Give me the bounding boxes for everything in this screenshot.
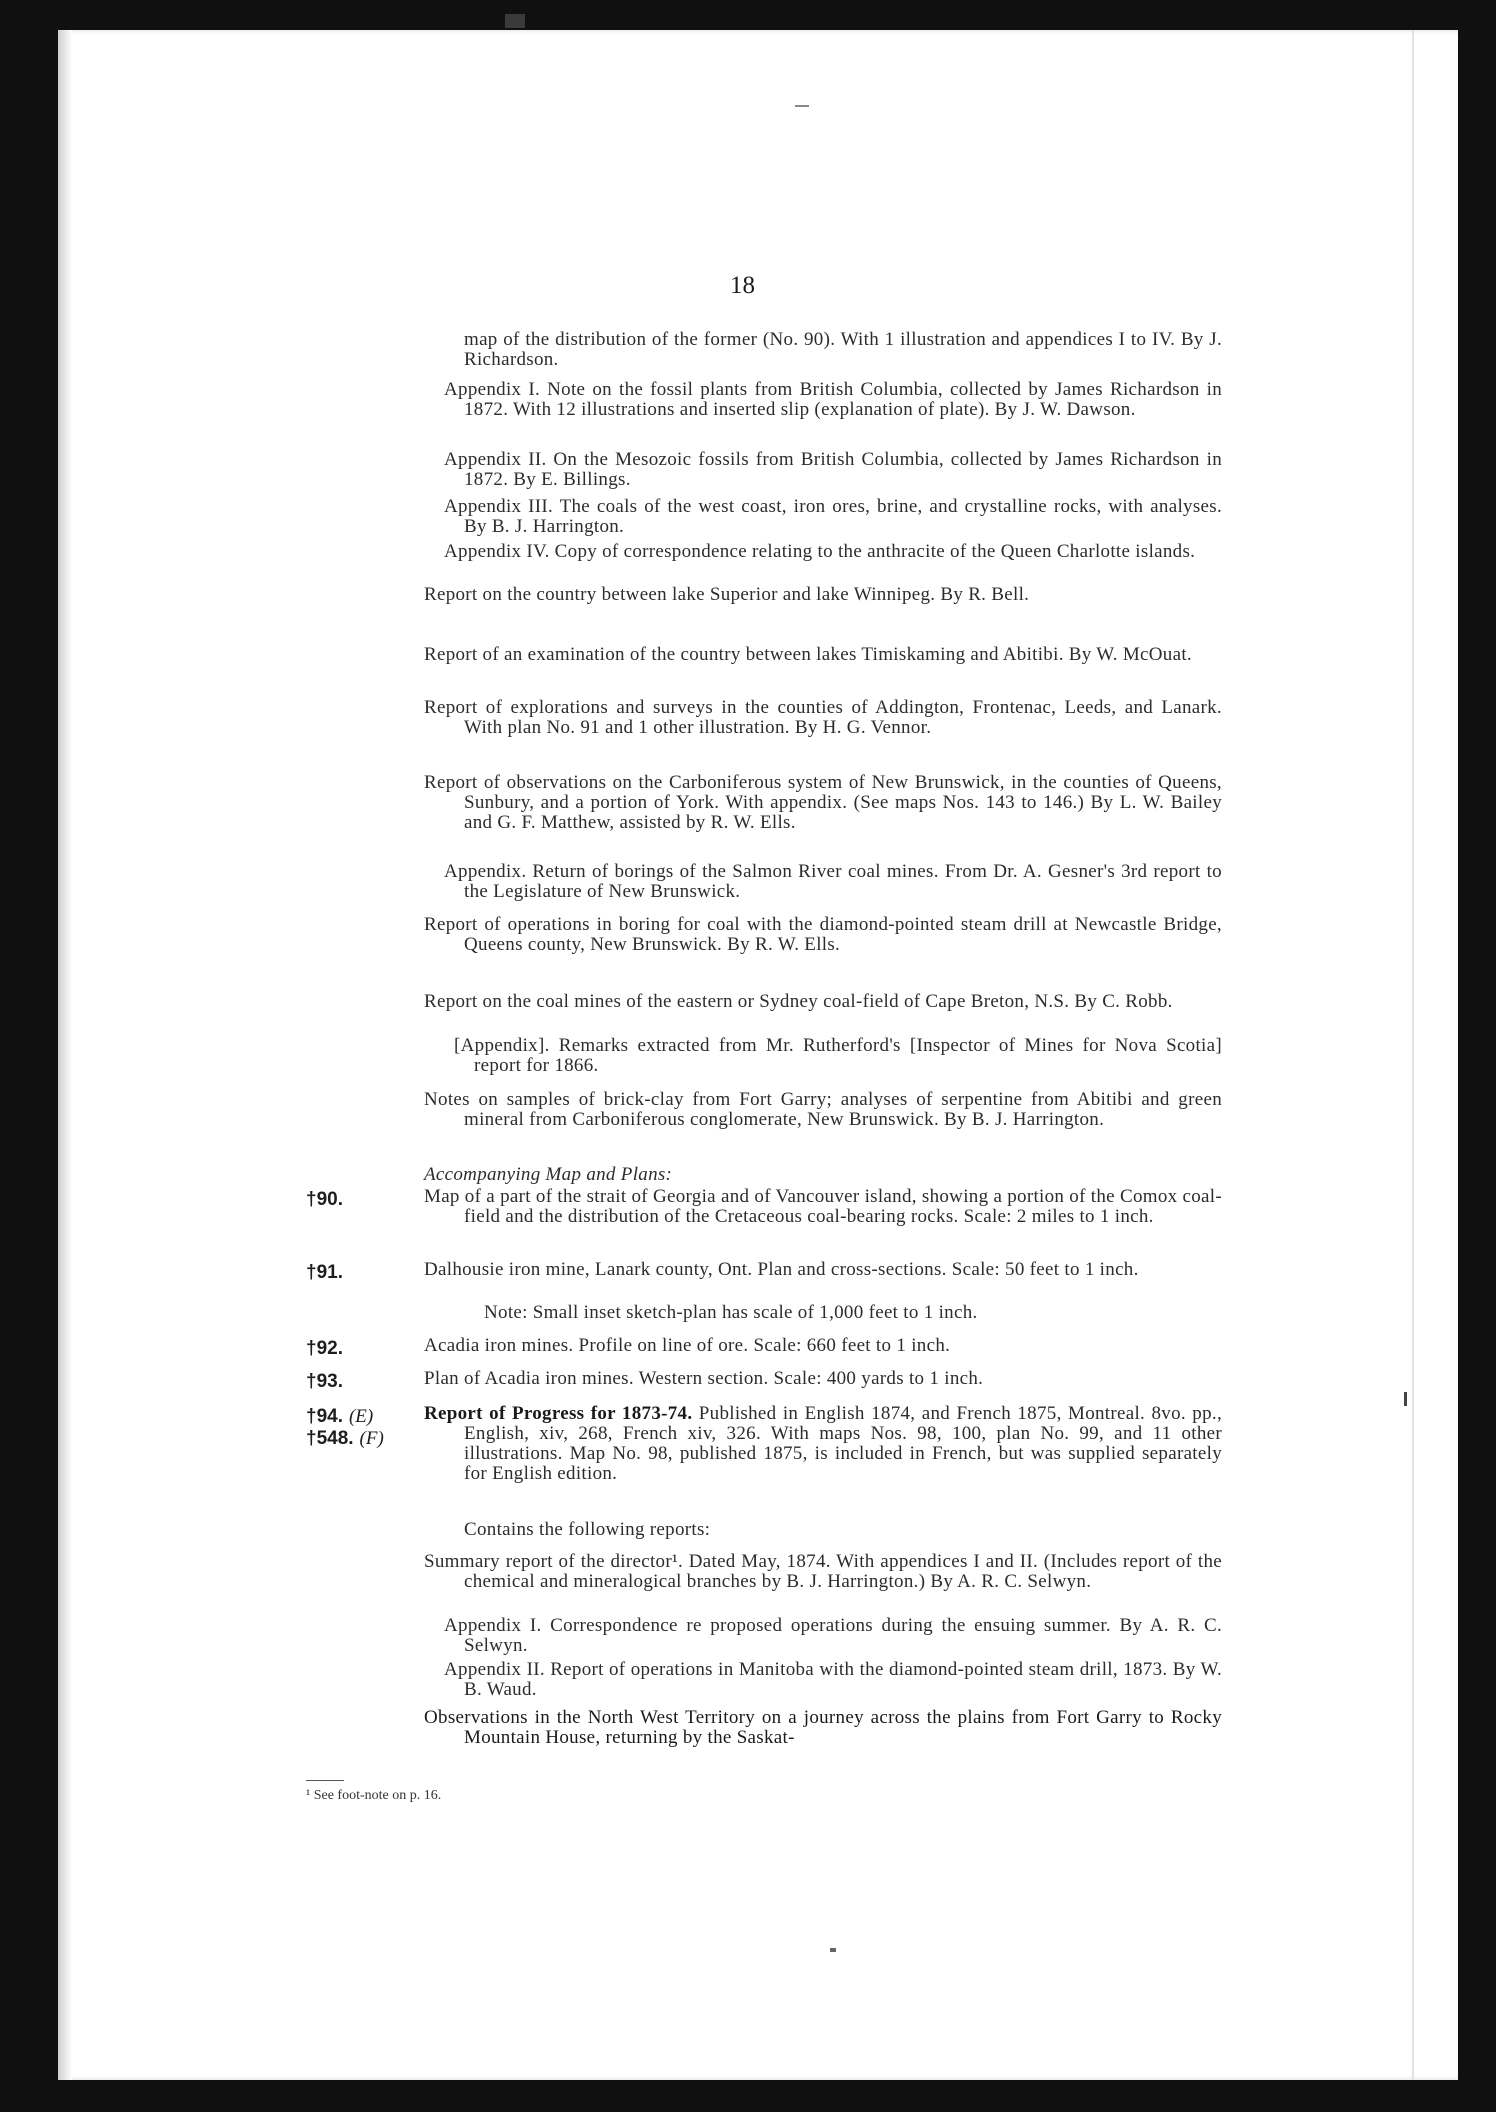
paragraph: Appendix II. On the Mesozoic fossils from British Columbia, collected by James Richardson in 1872. By E. Billings. xyxy=(444,449,1222,490)
entry-number xyxy=(306,1428,384,1450)
paragraph: Report of an examination of the country between lakes Timiskaming and Abitibi. By W. McOuat. xyxy=(424,644,1192,665)
footnote: ¹ See foot-note on p. 16. xyxy=(306,1788,442,1803)
paragraph: Report of observations on the Carboniferous system of New Brunswick, in the counties of Queens, Sunbury, and a portion of York. With appendix. (See maps Nos. 143 to 146.) By L. W. Bailey and G. F. Matthew, assisted by R. W. Ells. xyxy=(424,772,1222,833)
section-heading: Accompanying Map and Plans: xyxy=(424,1164,673,1185)
paragraph: map of the distribution of the former (No. 90). With 1 illustration and appendices I to IV. By J. Richardson. xyxy=(464,329,1222,370)
paragraph: Appendix. Return of borings of the Salmon River coal mines. From Dr. A. Gesner's 3rd report to the Legislature of New Brunswick. xyxy=(444,861,1222,902)
paragraph: Report on the coal mines of the eastern or Sydney coal-field of Cape Breton, N.S. By C. Robb. xyxy=(424,991,1173,1012)
paragraph: Appendix III. The coals of the west coast, iron ores, brine, and crystalline rocks, with analyses. By B. J. Harrington. xyxy=(444,496,1222,537)
paragraph: Appendix I. Correspondence re proposed operations during the ensuing summer. By A. R. C. Selwyn. xyxy=(444,1615,1222,1656)
paragraph: Report of operations in boring for coal with the diamond-pointed steam drill at Newcastle Bridge, Queens county, New Brunswick. By R. W. Ells. xyxy=(424,914,1222,955)
paragraph: Observations in the North West Territory on a journey across the plains from Fort Garry to Rocky Mountain House, returning by the Saskat- xyxy=(424,1707,1222,1748)
scan-artifact xyxy=(830,1948,836,1952)
edition-marker: (F) xyxy=(359,1428,384,1449)
report-description: Published in English 1874, and French 1875, Montreal. 8vo. pp., English, xiv, 268, French xiv, 326. With maps Nos. 98, 100, plan No. 99, and 11 other illustrations. Map No. 98, published 1875, is included in French, but was supplied separately for English edition. xyxy=(464,1403,1222,1484)
entry-number: †93. xyxy=(306,1371,343,1392)
paragraph: Summary report of the director¹. Dated May, 1874. With appendices I and II. (Includes report of the chemical and mineralogical branches by B. J. Harrington.) By A. R. C. Selwyn. xyxy=(424,1551,1222,1592)
note: Note: Small inset sketch-plan has scale of 1,000 feet to 1 inch. xyxy=(484,1302,978,1323)
edition-marker: (E) xyxy=(348,1406,374,1427)
paragraph: Acadia iron mines. Profile on line of ore. Scale: 660 feet to 1 inch. xyxy=(424,1335,951,1356)
scan-artifact xyxy=(505,14,525,28)
report-entry xyxy=(424,1404,1222,1484)
paragraph: Appendix I. Note on the fossil plants from British Columbia, collected by James Richardson in 1872. With 12 illustrations and inserted slip (explanation of plate). By J. W. Dawson. xyxy=(444,379,1222,420)
paragraph: [Appendix]. Remarks extracted from Mr. Rutherford's [Inspector of Mines for Nova Scotia] report for 1866. xyxy=(454,1035,1222,1076)
footnote-rule xyxy=(306,1780,344,1781)
paragraph: Contains the following reports: xyxy=(464,1519,711,1540)
entry-number-text: †548. xyxy=(306,1428,354,1449)
paragraph: Appendix II. Report of operations in Manitoba with the diamond-pointed steam drill, 1873. By W. B. Waud. xyxy=(444,1659,1222,1700)
report-title: Report of Progress for 1873-74. xyxy=(424,1403,693,1424)
paragraph: Plan of Acadia iron mines. Western section. Scale: 400 yards to 1 inch. xyxy=(424,1368,984,1389)
entry-number-text: †94. xyxy=(306,1406,343,1427)
page-number: 18 xyxy=(730,272,755,299)
scan-artifact xyxy=(795,105,809,107)
paragraph: Dalhousie iron mine, Lanark county, Ont. Plan and cross-sections. Scale: 50 feet to 1 inch. xyxy=(424,1259,1139,1280)
paragraph: Report of explorations and surveys in the counties of Addington, Frontenac, Leeds, and Lanark. With plan No. 91 and 1 other illustration. By H. G. Vennor. xyxy=(424,697,1222,738)
entry-number: †92. xyxy=(306,1338,343,1359)
paragraph: Report on the country between lake Superior and lake Winnipeg. By R. Bell. xyxy=(424,584,1030,605)
paragraph: Notes on samples of brick-clay from Fort Garry; analyses of serpentine from Abitibi and green mineral from Carboniferous conglomerate, New Brunswick. By B. J. Harrington. xyxy=(424,1089,1222,1130)
entry-number: †91. xyxy=(306,1262,343,1283)
paragraph: Map of a part of the strait of Georgia and of Vancouver island, showing a portion of the Comox coal-field and the distribution of the Cretaceous coal-bearing rocks. Scale: 2 miles to 1 inch. xyxy=(424,1186,1222,1227)
page-right-edge xyxy=(1412,30,1414,2080)
entry-number: †90. xyxy=(306,1189,343,1210)
scan-artifact xyxy=(1404,1392,1407,1406)
paragraph: Appendix IV. Copy of correspondence relating to the anthracite of the Queen Charlotte islands. xyxy=(444,541,1196,562)
page-binding-edge xyxy=(58,30,72,2080)
entry-number xyxy=(306,1406,373,1428)
